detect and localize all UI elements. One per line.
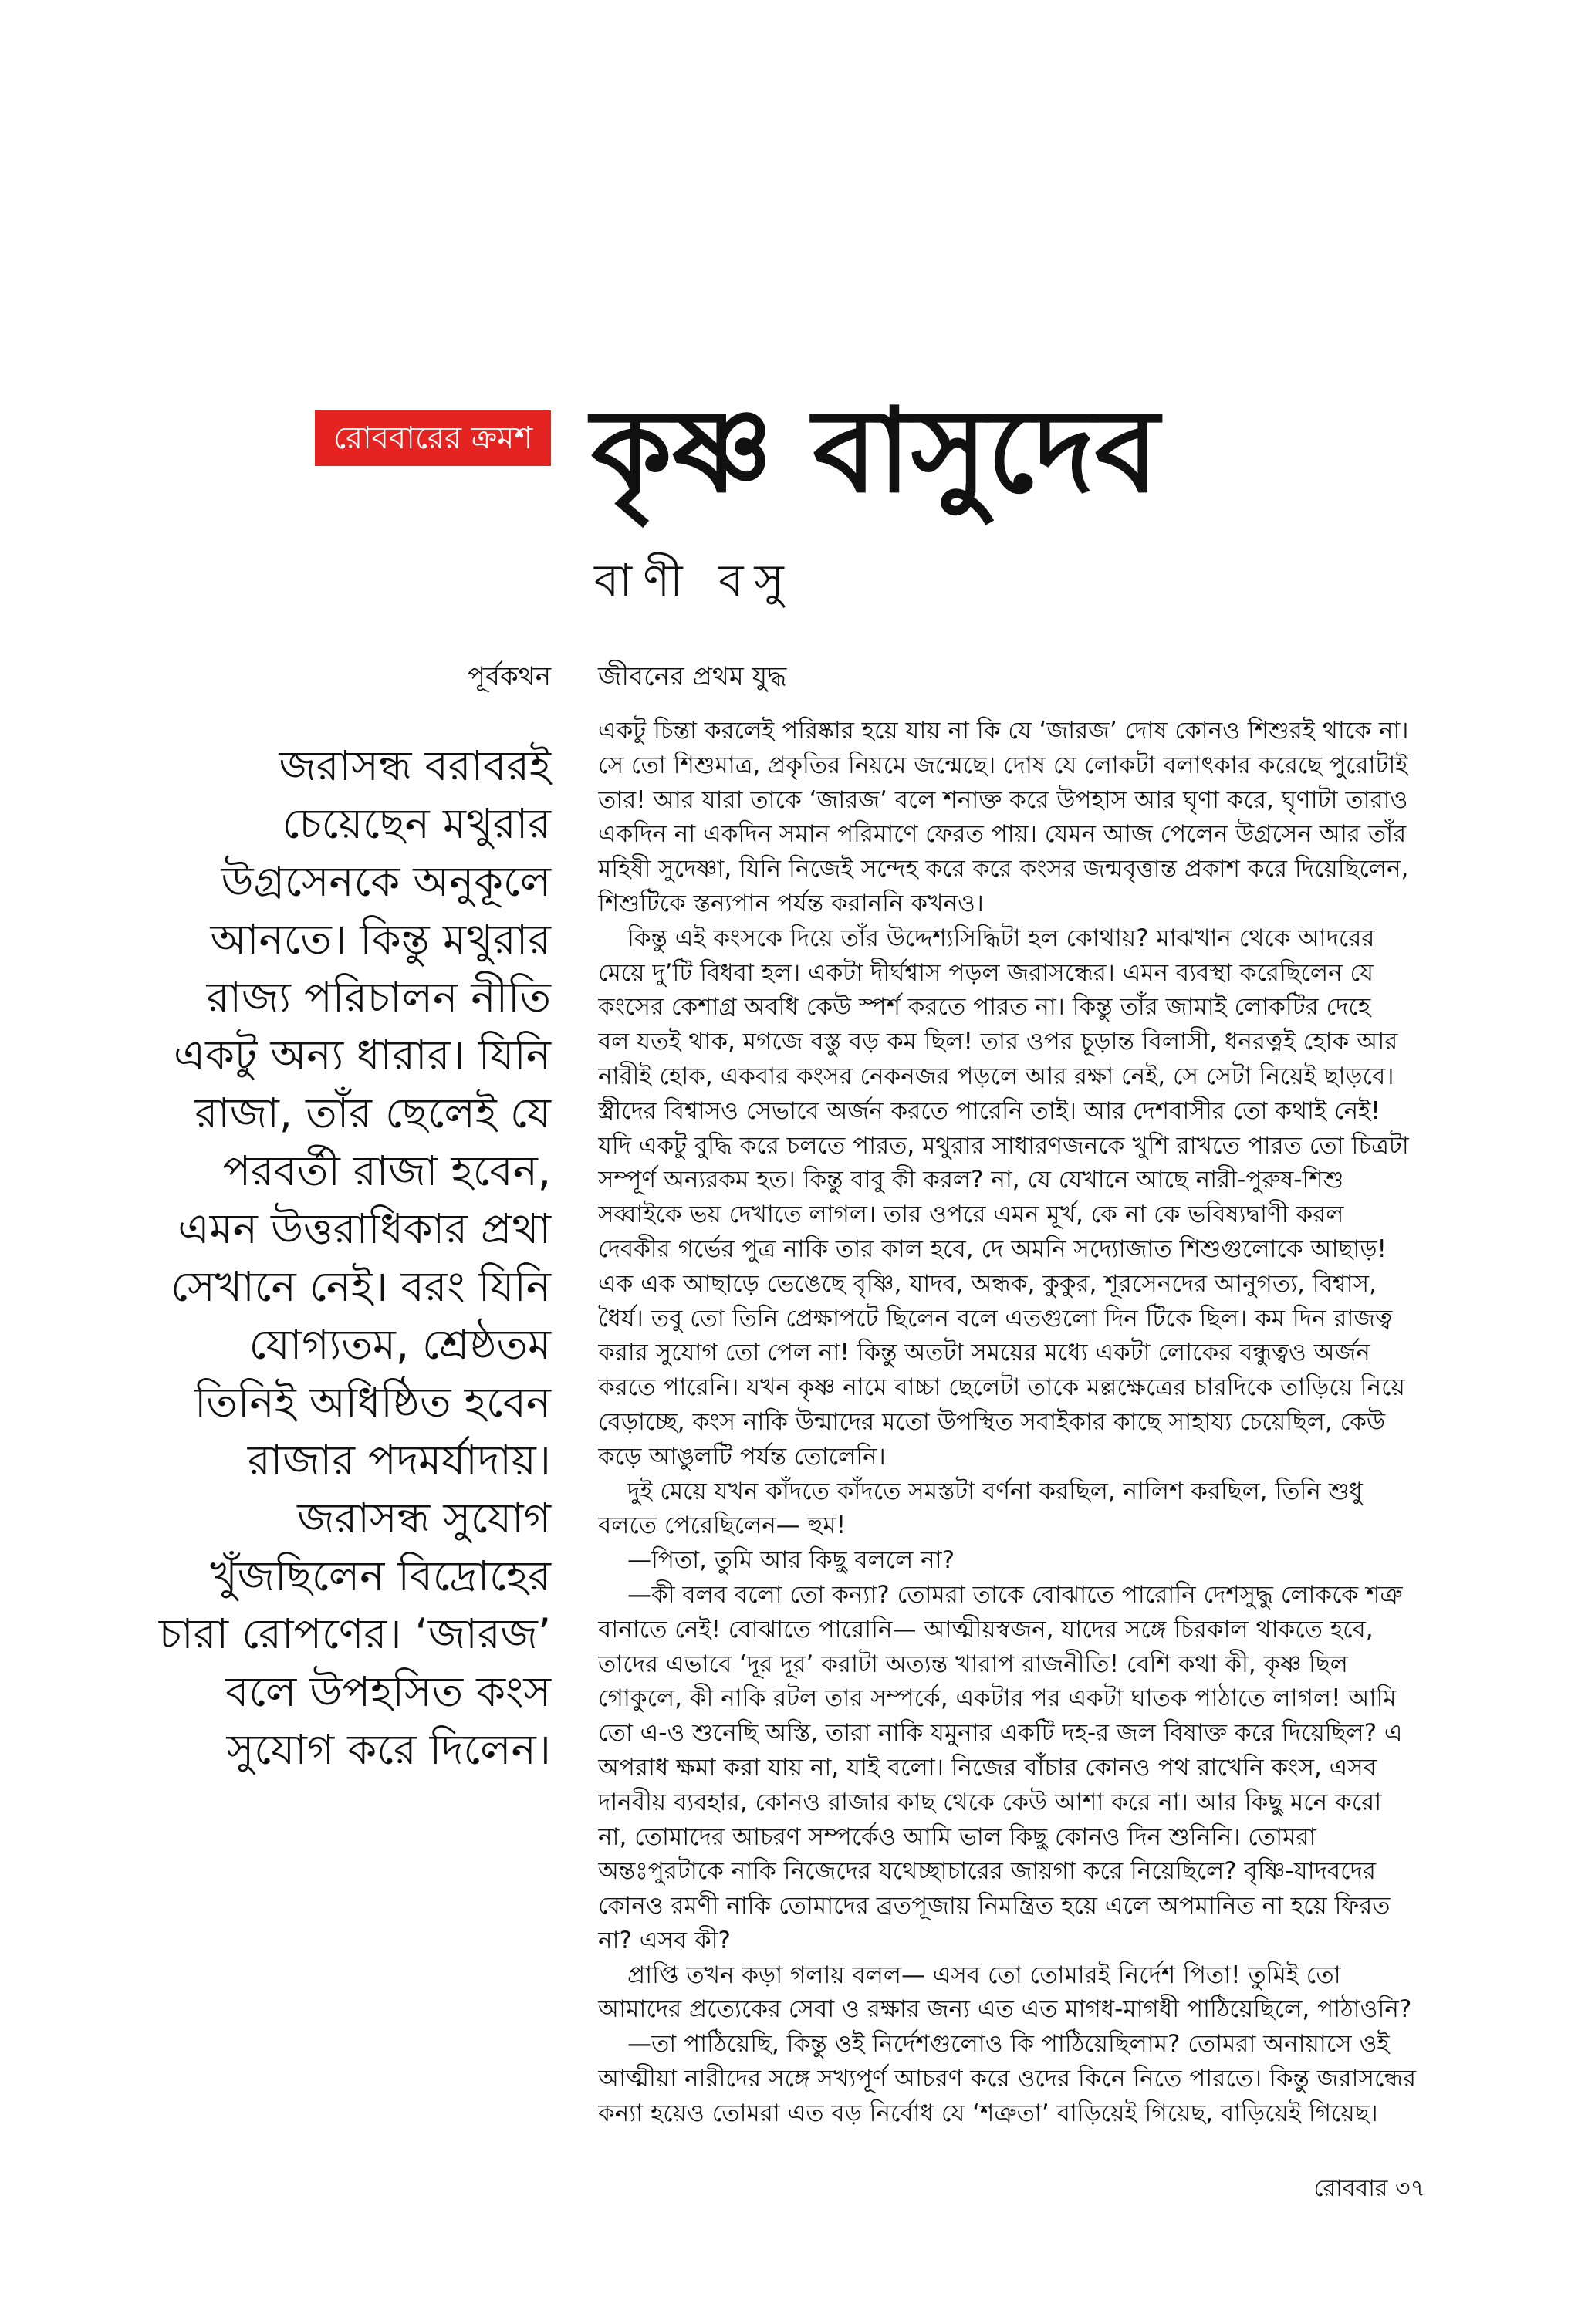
pull-quote bbox=[116, 737, 551, 1778]
section-title: জীবনের প্রথম যুদ্ধ bbox=[598, 661, 787, 692]
pull-quote-line: রাজার পদমর্যাদায়। bbox=[247, 1436, 551, 1485]
text-line: করার সুযোগ তো পেল না! কিন্তু অতটা সময়ের মধ্যে একটা লোকের বন্ধুত্বও অর্জন bbox=[598, 1339, 1370, 1367]
author-name: বাণী বসু bbox=[594, 554, 795, 606]
kicker-label: পূর্বকথন bbox=[467, 661, 551, 692]
text-line: না, তোমাদের আচরণ সম্পর্কেও আমি ভাল কিছু কোনও দিন শুনিনি। তোমরা bbox=[598, 1822, 1316, 1851]
paragraph bbox=[598, 1474, 1428, 1544]
text-line: এক এক আছাড়ে ভেঙেছে বৃষ্ণি, যাদব, অন্ধক, কুকুর, শূরসেনদের আনুগত্য, বিশ্বাস, bbox=[598, 1269, 1377, 1298]
text-line: —কী বলব বলো তো কন্যা? তোমরা তাকে বোঝাতে পারোনি দেশসুদ্ধু লোককে শত্রু bbox=[627, 1580, 1403, 1609]
series-badge: রোববারের ক্রমশ bbox=[315, 410, 551, 466]
text-line: দানবীয় ব্যবহার, কোনও রাজার কাছ থেকে কেউ আশা করে না। আর কিছু মনে করো bbox=[598, 1788, 1382, 1816]
text-line: প্রাপ্তি তখন কড়া গলায় বলল— এসব তো তোমারই নির্দেশ পিতা! তুমিই তো bbox=[627, 1961, 1341, 1989]
text-line: সম্পূর্ণ অন্যরকম হত। কিন্তু বাবু কী করল? না, যে যেখানে আছে নারী-পুরুষ-শিশু bbox=[598, 1166, 1344, 1194]
article-title: কৃষ্ণ বাসুদেব bbox=[591, 384, 1160, 519]
text-line: বেড়াচ্ছে, কংস নাকি উন্মাদের মতো উপস্থিত সবাইকার কাছে সাহায্য চেয়েছিল, কেউ bbox=[598, 1407, 1385, 1436]
pull-quote-line: এমন উত্তরাধিকার প্রথা bbox=[177, 1204, 551, 1253]
pull-quote-line: রাজ্য পরিচালন নীতি bbox=[206, 973, 551, 1022]
text-line: যদি একটু বুদ্ধি করে চলতে পারত, মথুরার সাধারণজনকে খুশি রাখতে পারত তো চিত্রটা bbox=[598, 1131, 1409, 1160]
text-line: করতে পারেনি। যখন কৃষ্ণ নামে বাচ্চা ছেলেটা তাকে মল্লক্ষেত্রের চারদিকে তাড়িয়ে নিয়ে bbox=[598, 1373, 1405, 1402]
pull-quote-line: একটু অন্য ধারার। যিনি bbox=[174, 1031, 551, 1079]
text-line: বল যতই থাক, মগজে বস্তু বড় কম ছিল! তার ওপর চূড়ান্ত বিলাসী, ধনরত্নই হোক আর bbox=[598, 1028, 1398, 1056]
text-line: মহিষী সুদেষ্ণা, যিনি নিজেই সন্দেহ করে করে কংসর জন্মবৃত্তান্ত প্রকাশ করে দিয়েছিলেন, bbox=[598, 855, 1409, 883]
text-line: স্ত্রীদের বিশ্বাসও সেভাবে অর্জন করতে পারেনি তাই। আর দেশবাসীর তো কথাই নেই! bbox=[598, 1096, 1380, 1125]
text-line: মেয়ে দু’টি বিধবা হল। একটা দীর্ঘশ্বাস পড়ল জরাসন্ধের। এমন ব্যবস্থা করেছিলেন যে bbox=[598, 958, 1374, 987]
pull-quote-line: খুঁজছিলেন বিদ্রোহের bbox=[210, 1552, 551, 1600]
paragraph bbox=[598, 921, 1428, 1474]
text-line: কিন্তু এই কংসকে দিয়ে তাঁর উদ্দেশ্যসিদ্ধিটা হল কোথায়? মাঝখান থেকে আদরের bbox=[627, 924, 1375, 952]
pull-quote-line: পরবর্তী রাজা হবেন, bbox=[222, 1147, 551, 1195]
pull-quote-line: উগ্রসেনকে অনুকূলে bbox=[221, 857, 551, 906]
paragraph bbox=[598, 2027, 1428, 2130]
text-line: দেবকীর গর্ভের পুত্র নাকি তার কাল হবে, দে অমনি সদ্যোজাত শিশুগুলোকে আছাড়! bbox=[598, 1235, 1387, 1263]
pull-quote-line: চারা রোপণের। ‘জারজ’ bbox=[158, 1610, 551, 1658]
text-line: গোকুলে, কী নাকি রটল তার সম্পর্কে, একটার পর একটা ঘাতক পাঠাতে লাগল! আমি bbox=[598, 1684, 1397, 1713]
text-line: কংসের কেশাগ্র অবধি কেউ স্পর্শ করতে পারত না। কিন্তু তাঁর জামাই লোকটির দেহে bbox=[598, 993, 1371, 1022]
pull-quote-line: তিনিই অধিষ্ঠিত হবেন bbox=[194, 1378, 551, 1427]
text-line: আত্মীয়া নারীদের সঙ্গে সখ্যপূর্ণ আচরণ করে ওদের কিনে নিতে পারতে। কিন্তু জরাসন্ধের bbox=[598, 2065, 1417, 2093]
text-line: শিশুটিকে স্তন্যপান পর্যন্ত করাননি কখনও। bbox=[598, 889, 984, 917]
text-line: অপরাধ ক্ষমা করা যায় না, যাই বলো। নিজের বাঁচার কোনও পথ রাখেনি কংস, এসব bbox=[598, 1753, 1377, 1782]
text-line: নারীই হোক, একবার কংসর নেকনজর পড়লে আর রক্ষা নেই, সে সেটা নিয়েই ছাড়বে। bbox=[598, 1062, 1394, 1090]
pull-quote-line: রাজা, তাঁর ছেলেই যে bbox=[194, 1089, 551, 1137]
text-line: অন্তঃপুরটাকে নাকি নিজেদের যথেচ্ছাচারের জায়গা করে নিয়েছিলে? বৃষ্ণি-যাদবদের bbox=[598, 1857, 1376, 1886]
text-line: কন্যা হয়েও তোমরা এত বড় নির্বোধ যে ‘শত্রুতা’ বাড়িয়েই গিয়েছ, বাড়িয়েই গিয়েছ। bbox=[598, 2099, 1378, 2127]
page-footer: রোববার ৩৭ bbox=[1313, 2175, 1425, 2202]
paragraph bbox=[598, 1958, 1428, 2028]
text-line: সে তো শিশুমাত্র, প্রকৃতির নিয়মে জন্মেছে। দোষ যে লোকটা বলাৎকার করেছে পুরোটাই bbox=[598, 751, 1408, 779]
text-line: —পিতা, তুমি আর কিছু বললে না? bbox=[627, 1546, 955, 1575]
text-line: না? এসব কী? bbox=[598, 1926, 731, 1954]
paragraph bbox=[598, 1578, 1428, 1958]
pull-quote-line: বলে উপহসিত কংস bbox=[225, 1667, 551, 1716]
pull-quote-line: চেয়েছেন মথুরার bbox=[282, 799, 551, 848]
pull-quote-line: জরাসন্ধ সুযোগ bbox=[297, 1494, 551, 1542]
paragraph bbox=[598, 714, 1428, 921]
pull-quote-line: আনতে। কিন্তু মথুরার bbox=[210, 915, 551, 964]
text-line: আমাদের প্রত্যেকের সেবা ও রক্ষার জন্য এত এত মাগধ-মাগধী পাঠিয়েছিলে, পাঠাওনি? bbox=[598, 1995, 1412, 2024]
text-line: বলতে পেরেছিলেন— হুম! bbox=[598, 1512, 846, 1540]
text-line: একটু চিন্তা করলেই পরিষ্কার হয়ে যায় না কি যে ‘জারজ’ দোষ কোনও শিশুরই থাকে না। bbox=[598, 717, 1409, 745]
text-line: কোনও রমণী নাকি তোমাদের ব্রতপূজায় নিমন্ত্রিত হয়ে এলে অপমানিত না হয়ে ফিরত bbox=[598, 1892, 1391, 1920]
pull-quote-line: যোগ্যতম, শ্রেষ্ঠতম bbox=[248, 1320, 551, 1369]
text-line: দুই মেয়ে যখন কাঁদতে কাঁদতে সমস্তটা বর্ণনা করছিল, নালিশ করছিল, তিনি শুধু bbox=[627, 1477, 1363, 1505]
pull-quote-line: সেখানে নেই। বরং যিনি bbox=[171, 1262, 551, 1311]
text-line: ধৈর্য। তবু তো তিনি প্রেক্ষাপটে ছিলেন বলে এতগুলো দিন টিকে ছিল। কম দিন রাজত্ব bbox=[598, 1304, 1393, 1333]
text-line: সব্বাইকে ভয় দেখাতে লাগল। তার ওপরে এমন মূর্খ, কে না কে ভবিষ্যদ্বাণী করল bbox=[598, 1201, 1344, 1229]
pull-quote-line: সুযোগ করে দিলেন। bbox=[226, 1725, 551, 1774]
paragraph bbox=[598, 1543, 1428, 1578]
text-line: বানাতে নেই! বোঝাতে পারোনি— আত্মীয়স্বজন, যাদের সঙ্গে চিরকাল থাকতে হবে, bbox=[598, 1615, 1374, 1643]
pull-quote-line: জরাসন্ধ বরাবরই bbox=[279, 741, 551, 790]
text-line: তার! আর যারা তাকে ‘জারজ’ বলে শনাক্ত করে উপহাস আর ঘৃণা করে, ঘৃণাটা তারাও bbox=[598, 785, 1408, 814]
article-body bbox=[598, 714, 1428, 2131]
text-line: তাদের এভাবে ‘দূর দূর’ করাটা অত্যন্ত খারাপ রাজনীতি! বেশি কথা কী, কৃষ্ণ ছিল bbox=[598, 1650, 1348, 1678]
text-line: —তা পাঠিয়েছি, কিন্তু ওই নির্দেশগুলোও কি পাঠিয়েছিলাম? তোমরা অনায়াসে ওই bbox=[627, 2030, 1390, 2059]
text-line: কড়ে আঙুলটি পর্যন্ত তোলেনি। bbox=[598, 1442, 886, 1471]
text-line: তো এ-ও শুনেছি অস্তি, তারা নাকি যমুনার একটি দহ-র জল বিষাক্ত করে দিয়েছিল? এ bbox=[598, 1719, 1403, 1748]
text-line: একদিন না একদিন সমান পরিমাণে ফেরত পায়। যেমন আজ পেলেন উগ্রসেন আর তাঁর bbox=[598, 820, 1407, 849]
